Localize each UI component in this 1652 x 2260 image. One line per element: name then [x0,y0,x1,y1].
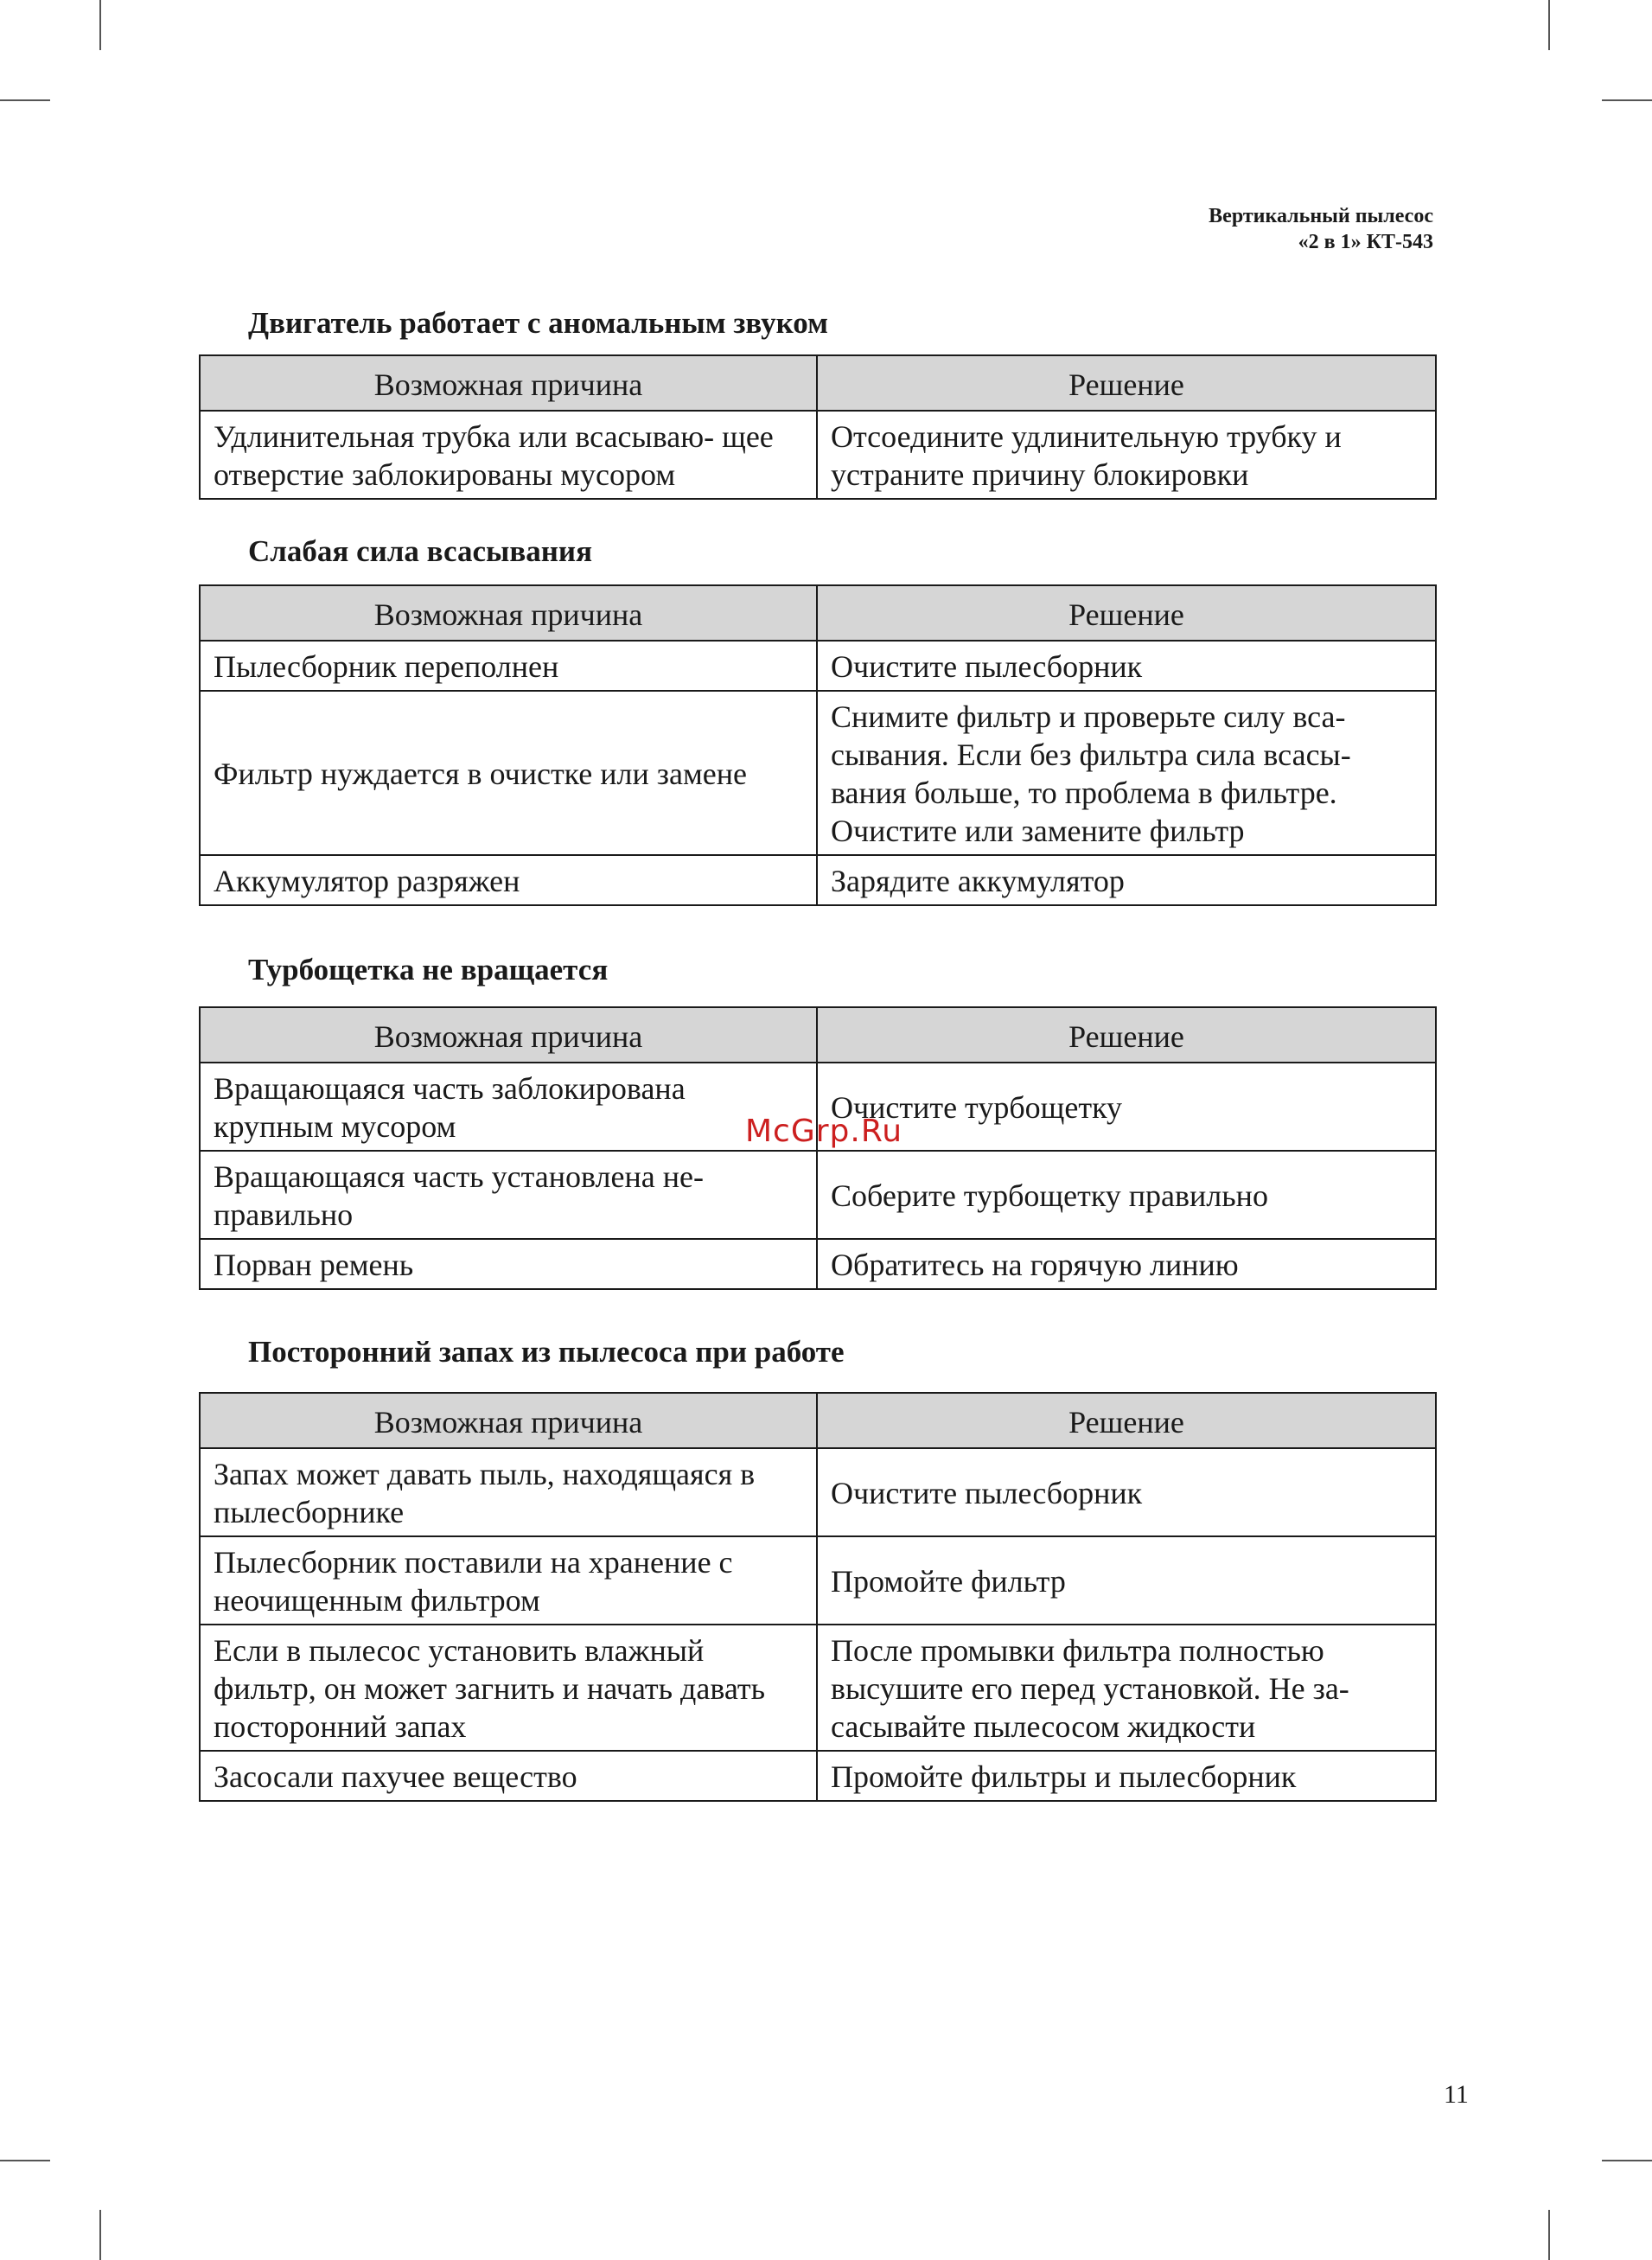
crop-mark [99,0,101,50]
crop-mark [99,2210,101,2260]
table-row [200,691,1436,855]
table-header-row [200,1393,1436,1448]
solution-cell: Промойте фильтры и пылесборник [817,1751,1436,1801]
running-header [1209,203,1433,255]
cause-cell: Запах может давать пыль, находящаяся в пылесборнике [200,1448,817,1536]
table-row [200,1448,1436,1536]
section-title: Посторонний запах из пылесоса при работе [248,1335,845,1369]
solution-cell: Очистите пылесборник [817,1448,1436,1536]
crop-mark [0,2160,50,2161]
cause-cell: Пылесборник поставили на хранение с неочищенным фильтром [200,1536,817,1625]
header-line-1: Вертикальный пылесос [1209,205,1433,227]
crop-mark [1548,0,1550,50]
column-header-cause: Возможная причина [200,585,817,641]
cause-cell: Засосали пахучее вещество [200,1751,817,1801]
solution-cell: Снимите фильтр и проверьте силу вса- сывания. Если без фильтра сила всасы- вания больше, то проблема в фильтре. Очистите или замените фильтр [817,691,1436,855]
column-header-solution: Решение [817,1393,1436,1448]
section-title: Двигатель работает с аномальным звуком [248,306,828,340]
table-row [200,855,1436,905]
crop-mark [1602,2160,1652,2161]
header-line-2: «2 в 1» КТ-543 [1298,231,1433,253]
table-row [200,1751,1436,1801]
watermark-text: McGrp.Ru [745,1114,903,1149]
troubleshooting-table [199,354,1437,500]
crop-mark [1548,2210,1550,2260]
crop-mark [1602,99,1652,101]
table-row [200,1536,1436,1625]
cause-cell: Если в пылесос установить влажный фильтр, он может загнить и начать давать посторонний запах [200,1625,817,1751]
troubleshooting-table [199,584,1437,906]
column-header-solution: Решение [817,585,1436,641]
table-header-row [200,355,1436,411]
table-row [200,411,1436,499]
column-header-cause: Возможная причина [200,1007,817,1063]
column-header-solution: Решение [817,1007,1436,1063]
table-row [200,1151,1436,1239]
page-number: 11 [1444,2080,1469,2109]
table-row [200,1625,1436,1751]
cause-cell: Удлинительная трубка или всасываю- щее отверстие заблокированы мусором [200,411,817,499]
solution-cell: Промойте фильтр [817,1536,1436,1625]
solution-cell: Соберите турбощетку правильно [817,1151,1436,1239]
cause-cell: Аккумулятор разряжен [200,855,817,905]
table-header-row [200,1007,1436,1063]
section-title: Турбощетка не вращается [248,953,609,986]
cause-cell: Вращающаяся часть заблокирована крупным мусором [200,1063,817,1151]
solution-cell: Обратитесь на горячую линию [817,1239,1436,1289]
column-header-cause: Возможная причина [200,355,817,411]
cause-cell: Фильтр нуждается в очистке или замене [200,691,817,855]
solution-cell: Отсоедините удлинительную трубку и устраните причину блокировки [817,411,1436,499]
cause-cell: Вращающаяся часть установлена не- правильно [200,1151,817,1239]
cause-cell: Порван ремень [200,1239,817,1289]
table-row [200,641,1436,691]
solution-cell: После промывки фильтра полностью высушите его перед установкой. Не за- сасывайте пылесосом жидкости [817,1625,1436,1751]
table-row [200,1239,1436,1289]
solution-cell: Очистите турбощетку [817,1063,1436,1151]
section-title: Слабая сила всасывания [248,534,593,568]
solution-cell: Очистите пылесборник [817,641,1436,691]
solution-cell: Зарядите аккумулятор [817,855,1436,905]
troubleshooting-table [199,1392,1437,1802]
crop-mark [0,99,50,101]
table-header-row [200,585,1436,641]
column-header-solution: Решение [817,355,1436,411]
cause-cell: Пылесборник переполнен [200,641,817,691]
column-header-cause: Возможная причина [200,1393,817,1448]
